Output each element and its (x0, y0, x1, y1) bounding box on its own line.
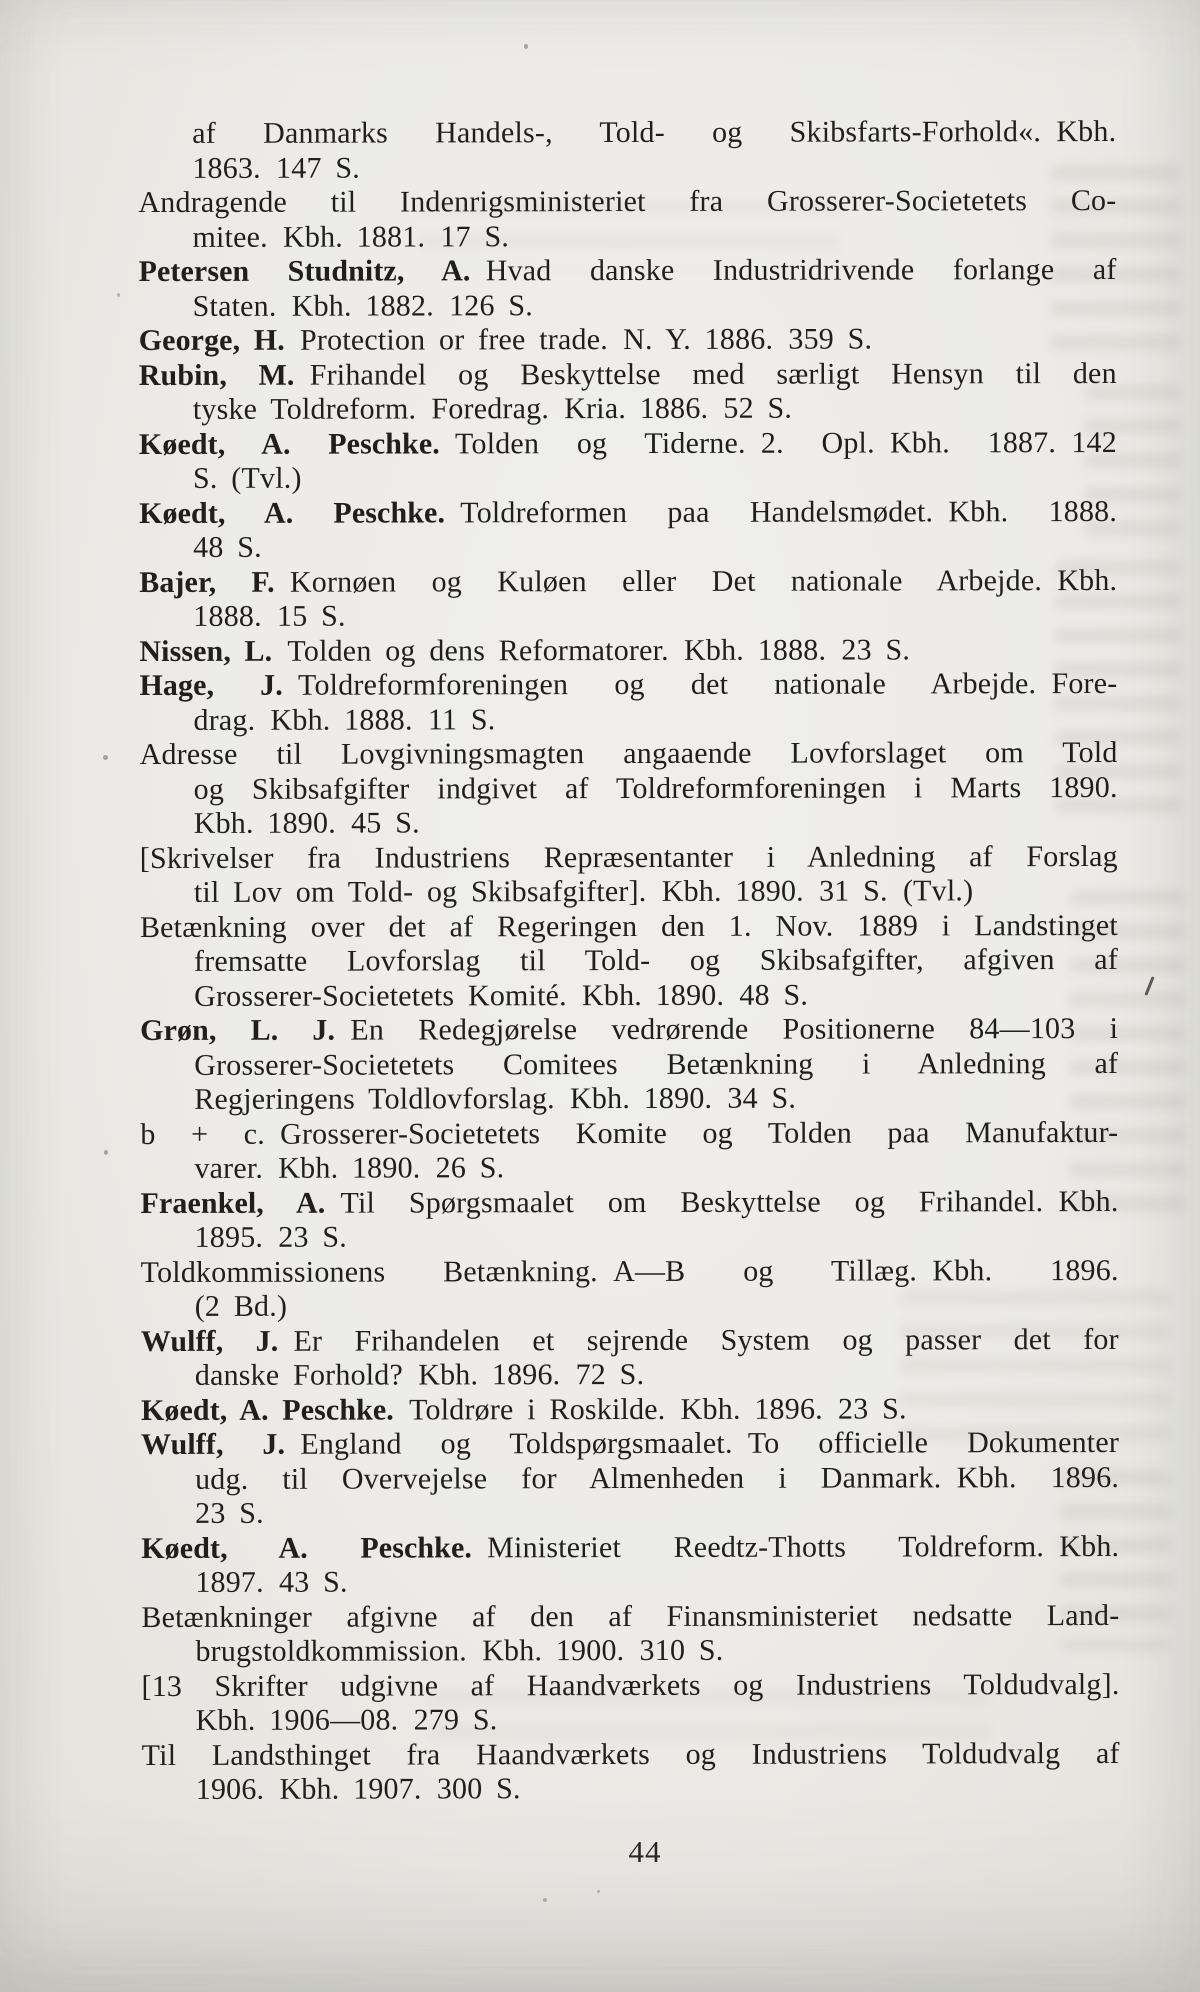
entry-line: varer. Kbh. 1890. 26 S. (194, 1151, 505, 1185)
entry-line: Hage, J. Toldreformforeningen og det nationale Arbejde. Fore- (139, 666, 1118, 703)
ink-speck (543, 1898, 547, 1902)
author-name: Hage, J. (139, 668, 283, 703)
bibliography-entry (142, 1736, 1120, 1807)
ink-speck (103, 755, 108, 760)
entry-line: Andragende til Indenrigsministeriet fra Grosserer-Societetets Co- (138, 183, 1117, 220)
entry-line: Adresse til Lovgivningsmagten angaaende Lovforslaget om Told (139, 735, 1118, 772)
entry-line: Rubin, M. Frihandel og Beskyttelse med særligt Hensyn til den (138, 356, 1117, 392)
entry-line: Betænkning over det af Regeringen den 1. Nov. 1889 i Landstinget (139, 908, 1118, 944)
bibliography-entry (139, 322, 1117, 359)
ink-speck (524, 44, 528, 49)
entry-line: Staten. Kbh. 1882. 126 S. (192, 288, 534, 323)
author-name: Rubin, M. (138, 358, 295, 392)
author-name: Fraenkel, A. (140, 1186, 326, 1220)
author-name: Petersen Studnitz, A. (138, 254, 471, 289)
entry-line: 1895. 23 S. (194, 1220, 348, 1254)
bibliography-entry (139, 667, 1117, 738)
entry-line: Petersen Studnitz, A. Hvad danske Industridrivende forlange af (138, 252, 1117, 289)
entry-line: S. (Tvl.) (192, 461, 302, 495)
bibliography-list (138, 115, 1120, 1808)
entry-line: George, H. Protection or free trade. N. Y. 1886. 359 S. (138, 322, 873, 358)
author-name: Grøn, L. J. (140, 1013, 336, 1048)
entry-line: udg. til Overvejelse for Almenheden i Danmark. Kbh. 1896. (195, 1460, 1120, 1496)
bibliography-entry (139, 494, 1117, 565)
author-name: Køedt, A. Peschke. (141, 1530, 472, 1565)
author-name: Nissen, L. (139, 634, 273, 668)
author-name: Køedt, A. Peschke. (139, 495, 446, 530)
entry-line: Grosserer-Societetets Komité. Kbh. 1890. 48 S. (194, 978, 809, 1013)
bibliography-entry (138, 115, 1116, 186)
entry-line: Regjeringens Toldlovforslag. Kbh. 1890. 34 S. (194, 1081, 797, 1116)
entry-line: Køedt, A. Peschke. Ministeriet Reedtz-Thotts Toldreform. Kbh. (141, 1529, 1120, 1565)
author-name: Wulff, J. (140, 1324, 279, 1358)
bibliography-entry (141, 1598, 1119, 1669)
entry-line: (2 Bd.) (194, 1289, 288, 1323)
ink-speck (597, 1890, 600, 1893)
entry-line: Bajer, F. Kornøen og Kuløen eller Det nationale Arbejde. Kbh. (139, 563, 1118, 599)
author-name: Wulff, J. (140, 1427, 286, 1462)
author-name: George, H. (138, 323, 285, 358)
bibliography-entry (139, 253, 1117, 324)
entry-line: 1888. 15 S. (193, 599, 346, 633)
entry-line: 1863. 147 S. (192, 151, 360, 185)
entry-line: Grøn, L. J. En Redegjørelse vedrørende Positionerne 84—103 i (140, 1011, 1119, 1048)
entry-line: 1906. Kbh. 1907. 300 S. (195, 1772, 521, 1806)
entry-line: tyske Toldreform. Foredrag. Kria. 1886. 52 S. (192, 391, 793, 426)
entry-line: til Lov om Told- og Skibsafgifter]. Kbh. 1890. 31 S. (Tvl.) (193, 874, 974, 909)
bibliography-entry (141, 1322, 1119, 1393)
entry-line: 23 S. (195, 1496, 264, 1530)
ink-speck (104, 1150, 108, 1155)
bibliography-entry (139, 632, 1117, 669)
bibliography-entry (141, 1529, 1119, 1600)
bibliography-entry (139, 356, 1117, 427)
bibliography-entry (140, 1012, 1118, 1118)
bibliography-entry (138, 184, 1116, 255)
bibliography-entry (139, 563, 1117, 634)
entry-line: Wulff, J. England og Toldspørgsmaalet. To officielle Dokumenter (140, 1425, 1120, 1462)
page-number: 44 (628, 1834, 662, 1869)
entry-line: 1897. 43 S. (195, 1565, 348, 1599)
entry-line: Wulff, J. Er Frihandelen et sejrende System og passer det for (140, 1322, 1119, 1358)
entry-line: danske Forhold? Kbh. 1896. 72 S. (194, 1357, 645, 1392)
author-name: Køedt, A. Peschke. (138, 426, 440, 461)
entry-line: Køedt, A. Peschke. Toldrøre i Roskilde. Kbh. 1896. 23 S. (140, 1391, 907, 1427)
entry-line: Kbh. 1890. 45 S. (193, 806, 420, 840)
entry-line: Nissen, L. Tolden og dens Reformatorer. Kbh. 1888. 23 S. (139, 632, 911, 668)
entry-line: Grosserer-Societetets Comitees Betænkning i Anledning af (194, 1046, 1119, 1082)
entry-line: Fraenkel, A. Til Spørgsmaalet om Beskyttelse og Frihandel. Kbh. (140, 1184, 1119, 1220)
bibliography-entry (141, 1667, 1119, 1738)
entry-line: Kbh. 1906—08. 279 S. (195, 1703, 498, 1737)
entry-line: og Skibsafgifter indgivet af Toldreformforeningen i Marts 1890. (193, 770, 1118, 806)
bibliography-entry (140, 736, 1118, 842)
entry-line: Betænkninger afgivne af den af Finansministeriet nedsatte Land- (141, 1598, 1120, 1634)
pen-mark (1144, 976, 1154, 996)
entry-line: mitee. Kbh. 1881. 17 S. (192, 219, 510, 254)
entry-line: [13 Skrifter udgivne af Haandværkets og Industriens Toldudvalg]. (141, 1667, 1120, 1703)
entry-line: fremsatte Lovforslag til Told- og Skibsafgifter, afgiven af (193, 942, 1119, 978)
author-name: Køedt, A. Peschke. (140, 1392, 394, 1427)
bibliography-entry (140, 1184, 1118, 1255)
bibliography-entry (140, 1115, 1118, 1186)
entry-line: 48 S. (193, 530, 262, 564)
entry-line: b + c. Grosserer-Societetets Komite og Tolden paa Manufaktur- (140, 1115, 1119, 1151)
bibliography-entry (140, 839, 1118, 910)
entry-line: Til Landsthinget fra Haandværkets og Industriens Toldudvalg af (141, 1736, 1120, 1772)
entry-line: brugstoldkommission. Kbh. 1900. 310 S. (195, 1633, 724, 1668)
author-name: Bajer, F. (139, 565, 275, 599)
bibliography-entry (139, 425, 1117, 496)
bibliography-entry (141, 1253, 1119, 1324)
bibliography-entry (141, 1426, 1119, 1532)
entry-line: Køedt, A. Peschke. Tolden og Tiderne. 2. Opl. Kbh. 1887. 142 (138, 425, 1117, 461)
entry-line: af Danmarks Handels-, Told- og Skibsfarts-Forhold«. Kbh. (192, 114, 1117, 150)
entry-line: drag. Kbh. 1888. 11 S. (193, 702, 496, 737)
bibliography-entry (141, 1391, 1119, 1428)
entry-line: [Skrivelser fra Industriens Repræsentanter i Anledning af Forslag (139, 839, 1118, 875)
entry-line: Toldkommissionens Betænkning. A—B og Tillæg. Kbh. 1896. (140, 1253, 1119, 1289)
ink-speck (117, 293, 120, 297)
bibliography-entry (140, 908, 1118, 1014)
entry-line: Køedt, A. Peschke. Toldreformen paa Handelsmødet. Kbh. 1888. (139, 494, 1118, 530)
